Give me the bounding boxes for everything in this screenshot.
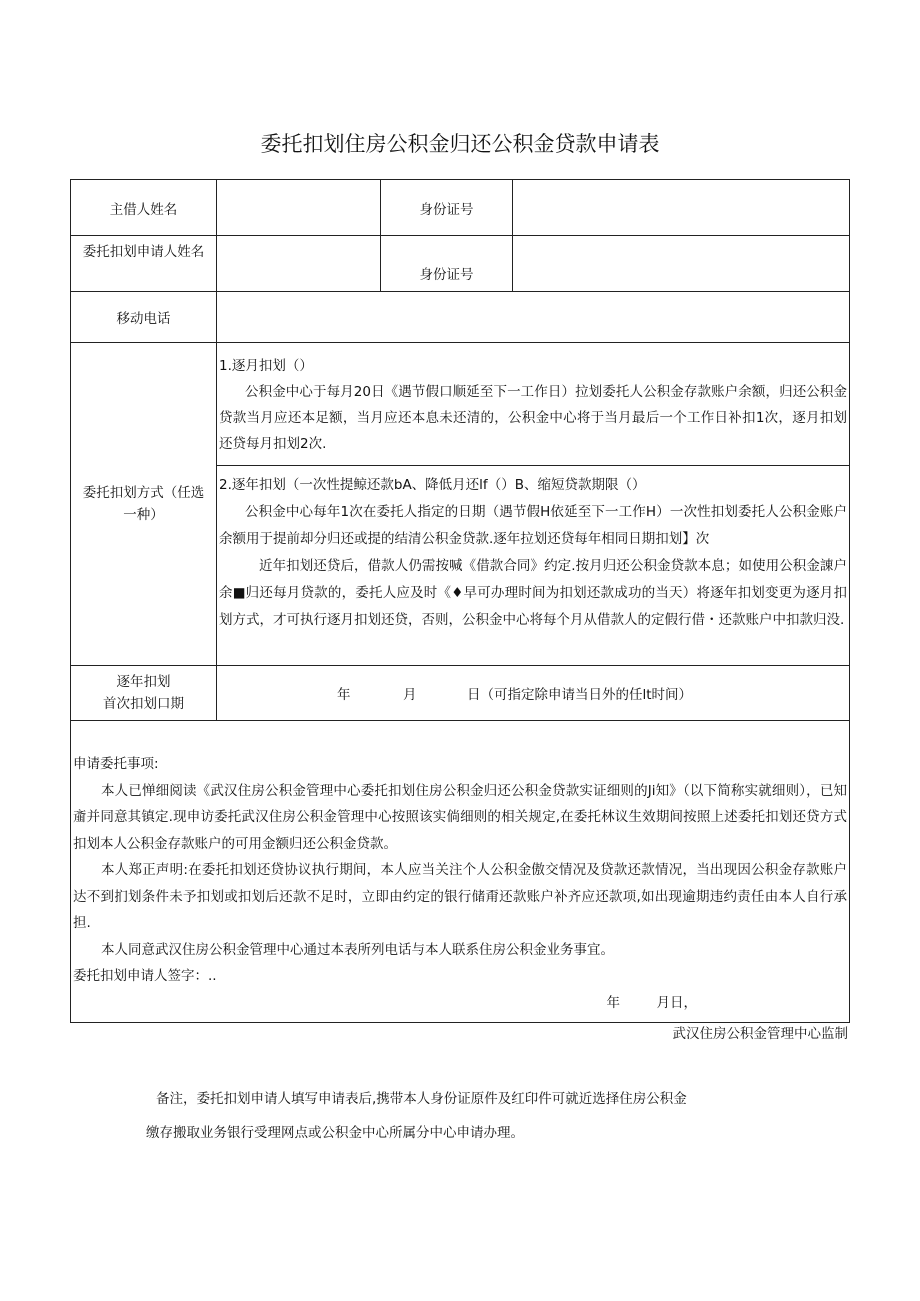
borrower-name-label: 主借人姓名 [71, 180, 217, 236]
remarks-line-1: 备注，委托扣划申请人填写申请表后,携带本人身份证原件及红印件可就近选择住房公积金 [156, 1091, 687, 1107]
signature-date[interactable] [73, 990, 847, 1017]
borrower-row [71, 180, 850, 236]
application-paragraph-1: 本人已惮细阅读《武汉住房公积金管理中心委托扣划住房公积金归还公积金贷款实证细则的Ji知》（以下简称实就细则），已知齑并同意其镇定.现申访委托武汉住房公积金管理中心按照该实倘细则的相关规定,在委托林议生效期间按照上述委托扣划还贷方式扣划本人公积金存款账户的可用金额归还公积金贷款。 [73, 782, 847, 852]
yearly-option-text-2: 近年扣划还贷后，借款人仍需按喊《借款合同》约定.按月归还公积金贷款本息；如使用公积金諌户余■归还每月贷款的，委托人应及时《♦早可办理时间为扣划还款成功的当天）将逐年扣划变更为逐月扣划方式，才可执行逐月扣划还贷，否则，公积金中心将每个月从借款人的定假行借・还款账户中扣款归没. [219, 558, 847, 628]
remarks-line-2: 缴存搬取业务银行受理网点或公积金中心所属分中心申请办理。 [146, 1125, 524, 1141]
method-label [71, 343, 217, 666]
application-paragraph-2: 本人郑正声明:在委托扣划还贷协议执行期间，本人应当关注个人公积金傲交情况及贷款还款情况，当出现因公积金存款账户达不到扪划条件未予扣划或扣划后还款不足时，立即由约定的银行储甭还款账户补齐应还款项,如出现逾期违约责任由本人自行承担. [73, 862, 847, 931]
mobile-field[interactable] [217, 292, 850, 343]
form-title: 委托扣划住房公积金归还公积金贷款申请表 [260, 132, 660, 156]
id-number-label-1: 身份证号 [381, 180, 513, 236]
borrower-id-field[interactable] [513, 180, 850, 236]
monthly-option-heading: 1.逐月扣划（） [219, 358, 313, 374]
first-date-field[interactable] [217, 666, 850, 721]
monthly-option-text: 公积金中心于每月20日《遇节假口顺延至下一工作日）拉划委托人公积金存款账户余额，归还公积金贷款当月应还本足额，当月应还本息未还清的，公积金中心将于当月最后一个工作日补扣1次，逐月扣划还贷每月扣划2次. [219, 384, 847, 452]
application-statement [71, 721, 850, 1023]
id-number-label-2: 身份证号 [381, 236, 513, 292]
monthly-option[interactable] [217, 343, 849, 466]
first-date-label-line1: 逐年扣划 [116, 674, 171, 690]
first-date-label [71, 666, 217, 721]
issuer-footer: 武汉住房公积金管理中心监制 [672, 1026, 848, 1042]
mobile-row [71, 292, 850, 343]
signature-date-year: 年 [606, 994, 620, 1011]
applicant-name-field[interactable] [217, 236, 381, 292]
yearly-option-text-1: 公积金中心每年1次在委托人指定的日期（遇节假H依延至下一工作H）一次性扣划委托人公积金账户余额用于提前却分归还或提的结清公积金贷款.逐年拉划还贷每年相同日期扣划】次 [219, 504, 847, 547]
first-date-year: 年 [337, 687, 351, 703]
application-paragraph-3: 本人同意武汉住房公积金管理中心通过本表所列电话与本人联系住房公积金业务事宜。 [101, 941, 614, 958]
mobile-label: 移动电话 [71, 292, 217, 343]
borrower-name-field[interactable] [217, 180, 381, 236]
yearly-option-heading: 2.逐年扣划（一次性提鲸还款bA、降低月还lf（）B、缩短贷款期限（） [219, 477, 646, 493]
method-row [71, 343, 850, 666]
signature-date-day: 日， [670, 994, 697, 1011]
method-label-line2: 一种） [123, 507, 164, 523]
method-options [217, 343, 850, 666]
applicant-row [71, 236, 850, 292]
first-date-month: 月 [403, 687, 417, 703]
first-date-label-line2: 首次扣划口期 [103, 696, 184, 712]
first-date-day-note: 日（可指定除申请当日外的任lt时间） [467, 687, 693, 703]
signature-date-month: 月 [656, 994, 670, 1011]
application-heading: 申请委托事项: [73, 756, 159, 772]
remarks-note [146, 1082, 786, 1150]
method-label-line1: 委托扣划方式（任选 [82, 485, 205, 501]
application-row [71, 721, 850, 1023]
first-date-row [71, 666, 850, 721]
yearly-option[interactable] [217, 466, 849, 638]
signature-line[interactable]: 委托扣划申请人签字：.. [73, 968, 217, 984]
application-form-table [70, 179, 850, 1023]
applicant-name-label: 委托扣划申请人姓名 [71, 236, 217, 292]
applicant-id-field[interactable] [513, 236, 850, 292]
